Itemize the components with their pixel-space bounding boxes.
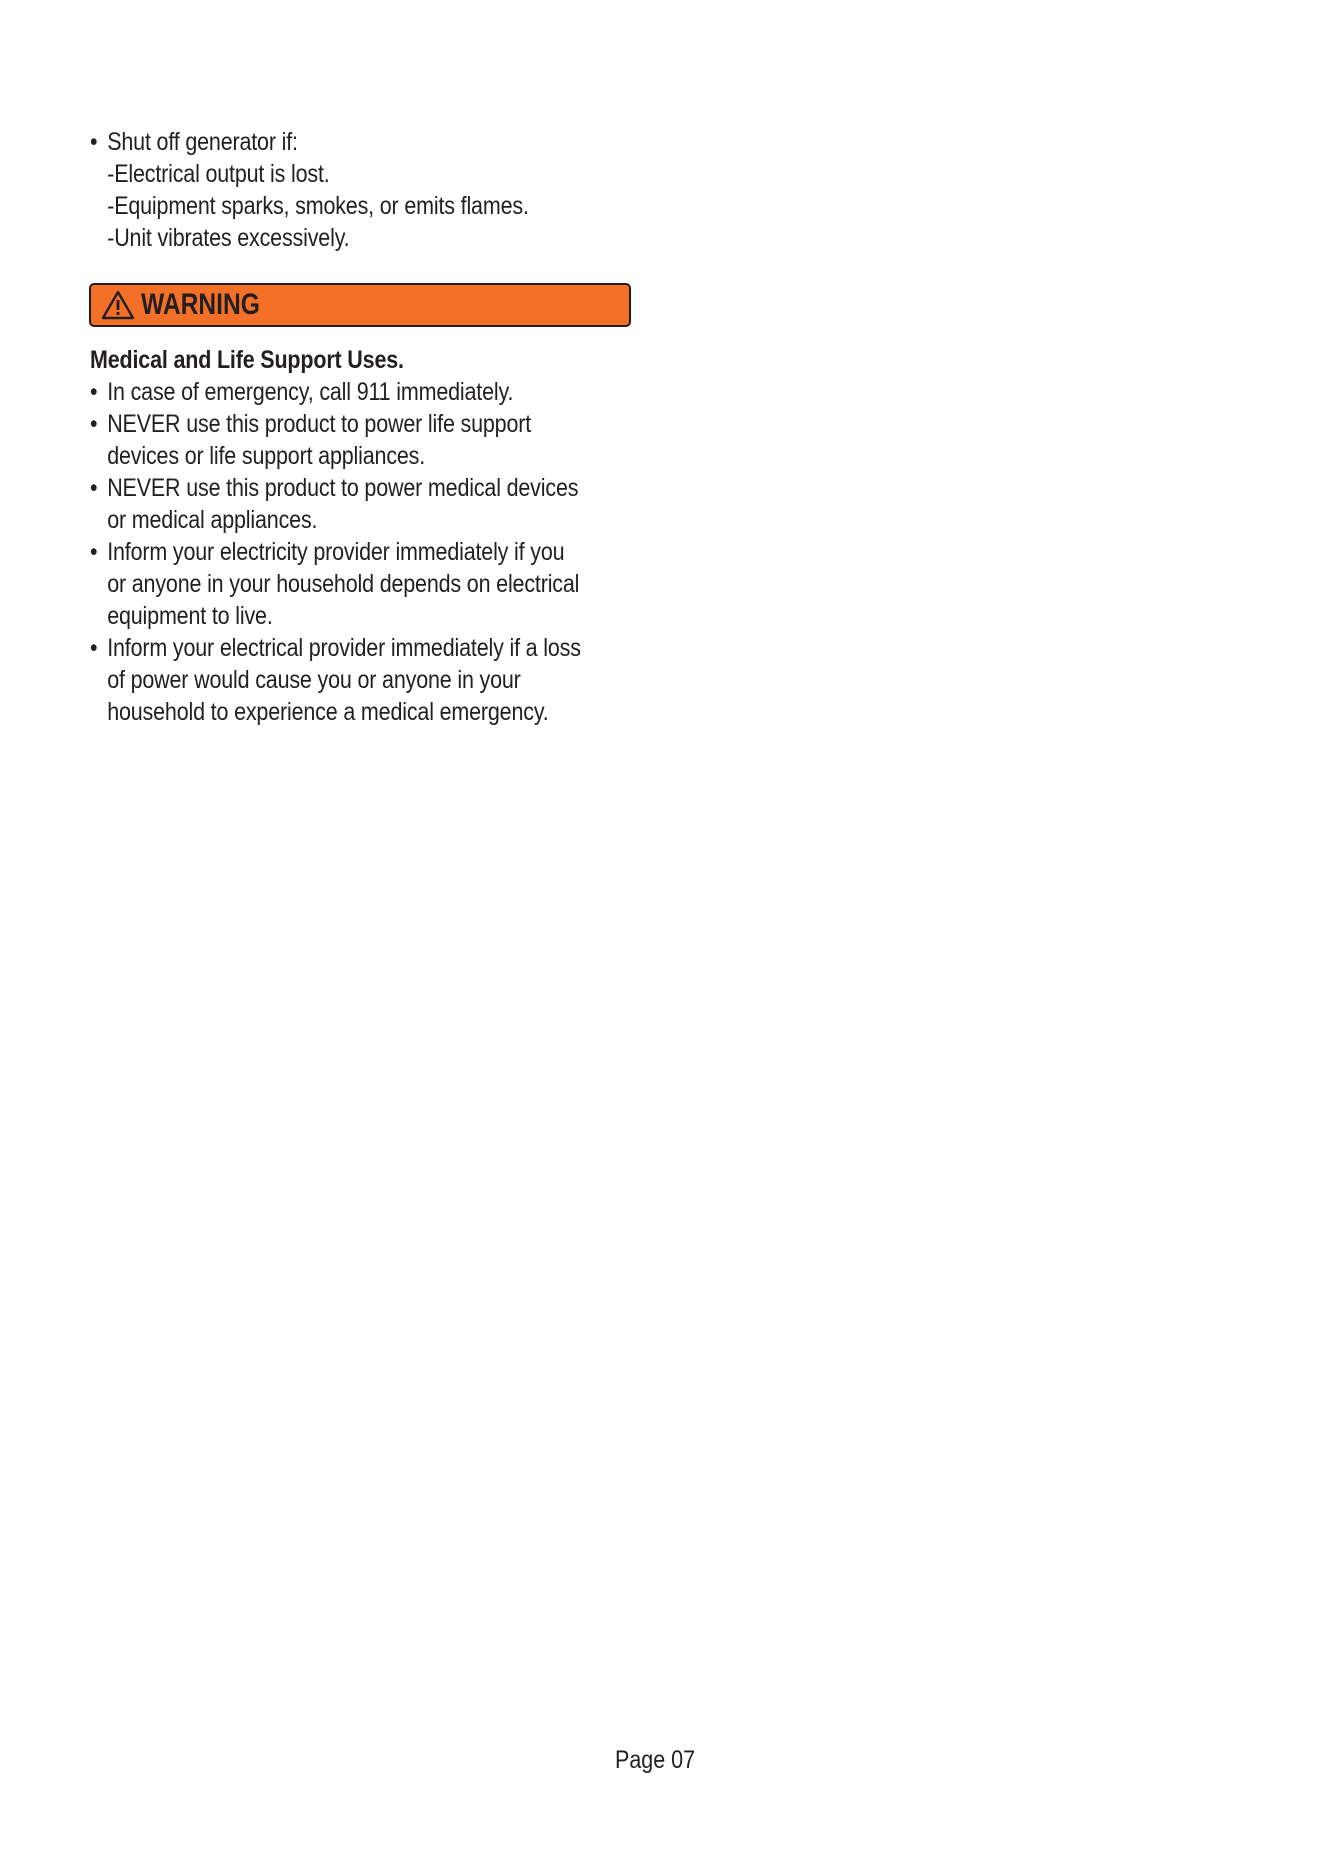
list-item-line <box>90 376 581 408</box>
list-item-line <box>90 408 581 440</box>
list-item-line <box>90 472 581 504</box>
shutoff-condition: -Unit vibrates excessively. <box>107 224 350 252</box>
warning-banner <box>89 283 631 327</box>
list-item-line <box>90 632 581 664</box>
warning-label: WARNING <box>141 288 260 321</box>
bullet-marker: • <box>90 410 98 438</box>
bullet-marker: • <box>90 128 98 156</box>
list-item-continuation: or medical appliances. <box>107 506 318 534</box>
list-item-text: NEVER use this product to power life support <box>107 410 532 438</box>
list-item <box>90 536 581 632</box>
bullet-marker: • <box>90 538 98 566</box>
list-item-text: Inform your electricity provider immediately if you <box>107 538 565 566</box>
medical-section <box>90 344 581 728</box>
shutoff-condition: -Electrical output is lost. <box>107 160 330 188</box>
list-item <box>90 408 581 472</box>
list-item-line <box>90 536 581 568</box>
list-item-continuation: of power would cause you or anyone in your <box>107 666 521 694</box>
bullet-marker: • <box>90 378 98 406</box>
list-item-text: NEVER use this product to power medical devices <box>107 474 579 502</box>
list-item-continuation: or anyone in your household depends on electrical <box>107 570 580 598</box>
shutoff-intro-text: Shut off generator if: <box>107 128 298 156</box>
warning-triangle-icon <box>101 290 135 320</box>
page-number: Page 07 <box>615 1746 696 1774</box>
list-item-continuation: household to experience a medical emergency. <box>107 698 549 726</box>
section-heading: Medical and Life Support Uses. <box>90 346 404 374</box>
shutoff-intro <box>90 126 529 158</box>
list-item-continuation: equipment to live. <box>107 602 273 630</box>
bullet-marker: • <box>90 474 98 502</box>
list-item-continuation: devices or life support appliances. <box>107 442 426 470</box>
bullet-marker: • <box>90 634 98 662</box>
list-item <box>90 472 581 536</box>
shutoff-condition: -Equipment sparks, smokes, or emits flames. <box>107 192 529 220</box>
list-item-text: Inform your electrical provider immediately if a loss <box>107 634 581 662</box>
shutoff-section <box>90 126 529 254</box>
list-item <box>90 376 581 408</box>
list-item-text: In case of emergency, call 911 immediately. <box>107 378 514 406</box>
list-item <box>90 632 581 728</box>
